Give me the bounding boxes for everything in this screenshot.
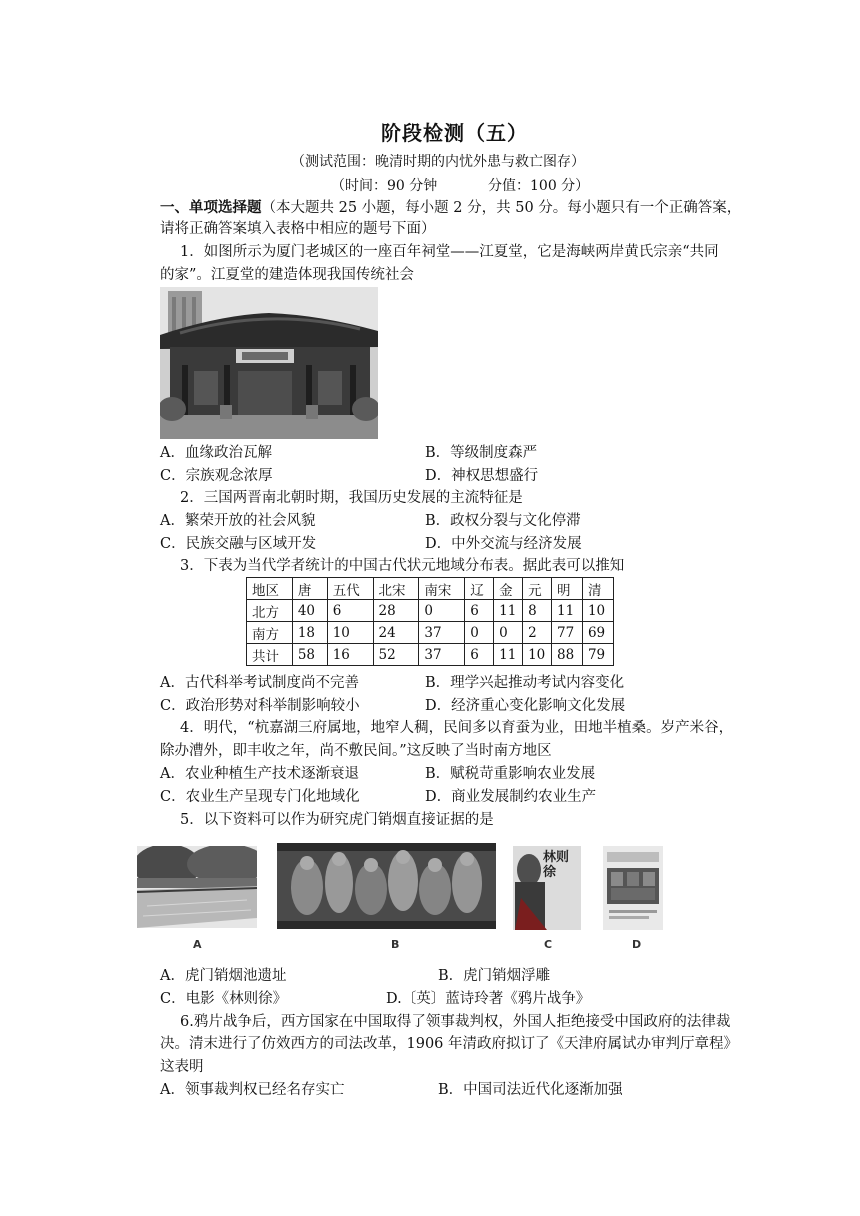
- q6-stem-line-3: 这表明: [160, 1059, 204, 1075]
- caption-a: A: [193, 938, 202, 951]
- table-cell: 24: [373, 622, 419, 644]
- table-cell: 88: [552, 644, 583, 666]
- table-cell: 37: [419, 622, 465, 644]
- caption-b: B: [391, 938, 400, 951]
- section-instruction: [160, 198, 741, 218]
- table-header-cell: 元: [523, 578, 552, 600]
- test-score: 分值：100 分）: [488, 178, 590, 194]
- q5-option-d: D.〔英〕蓝诗玲著《鸦片战争》: [386, 991, 591, 1007]
- table-row: [247, 600, 614, 622]
- table-cell: 6: [327, 600, 373, 622]
- table-cell: 16: [327, 644, 373, 666]
- q3-option-a: A．古代科举考试制度尚不完善: [160, 675, 359, 691]
- table-row: [247, 622, 614, 644]
- table-cell: 南方: [247, 622, 293, 644]
- table-cell: 8: [523, 600, 552, 622]
- q5-stem: 5．以下资料可以作为研究虎门销烟直接证据的是: [180, 812, 494, 828]
- table-header-cell: 南宋: [419, 578, 465, 600]
- table-cell: 28: [373, 600, 419, 622]
- table-header-cell: 辽: [465, 578, 494, 600]
- table-cell: 79: [582, 644, 613, 666]
- q4-stem-line-2: 除办漕外，即丰收之年，尚不敷民间。”这反映了当时南方地区: [160, 743, 552, 759]
- q1-stem-line-1: 1．如图所示为厦门老城区的一座百年祠堂——江夏堂，它是海峡两岸黄氏宗亲“共同: [180, 244, 719, 260]
- q2-stem: 2．三国两晋南北朝时期，我国历史发展的主流特征是: [180, 490, 523, 506]
- table-header-cell: 唐: [292, 578, 327, 600]
- table-cell: 10: [582, 600, 613, 622]
- q3-option-b: B．理学兴起推动考试内容变化: [425, 675, 625, 691]
- table-header-cell: 五代: [327, 578, 373, 600]
- q5-option-c: C．电影《林则徐》: [160, 991, 288, 1007]
- table-header-cell: 金: [494, 578, 523, 600]
- table-header-cell: 清: [582, 578, 613, 600]
- page-title: 阶段检测（五）: [381, 121, 528, 145]
- section-heading: 一、单项选择题: [160, 199, 262, 216]
- opium-war-book-cover: [603, 846, 663, 930]
- table-cell: 6: [465, 644, 494, 666]
- q1-option-d: D．神权思想盛行: [425, 468, 539, 484]
- table-cell: 0: [494, 622, 523, 644]
- q3-option-c: C．政治形势对科举制影响较小: [160, 698, 360, 714]
- q2-option-d: D．中外交流与经济发展: [425, 536, 582, 552]
- q4-stem-line-1: 4．明代，“杭嘉湖三府属地，地窄人稠，民间多以育蚕为业，田地半植桑。岁产米谷，: [180, 720, 734, 736]
- q2-option-b: B．政权分裂与文化停滞: [425, 513, 581, 529]
- section-instruction-line-1: （本大题共 25 小题，每小题 2 分，共 50 分。每小题只有一个正确答案，: [261, 200, 742, 216]
- table-cell: 77: [552, 622, 583, 644]
- q1-option-c: C．宗族观念浓厚: [160, 468, 273, 484]
- q4-option-a: A．农业种植生产技术逐渐衰退: [160, 766, 359, 782]
- q5-option-b: B．虎门销烟浮雕: [438, 968, 551, 984]
- table-row: [247, 644, 614, 666]
- table-cell: 2: [523, 622, 552, 644]
- q4-option-d: D．商业发展制约农业生产: [425, 789, 597, 805]
- poster-title: 林则徐: [543, 850, 570, 880]
- q6-option-b: B．中国司法近代化逐渐加强: [438, 1082, 623, 1098]
- table-cell: 北方: [247, 600, 293, 622]
- jiangxia-hall-photo: [160, 287, 378, 439]
- test-time: （时间：90 分钟: [331, 178, 438, 194]
- q4-option-c: C．农业生产呈现专门化地域化: [160, 789, 360, 805]
- lin-zexu-film-poster: [513, 846, 581, 930]
- q6-stem-line-1: 6.鸦片战争后，西方国家在中国取得了领事裁判权，外国人拒绝接受中国政府的法律裁: [180, 1014, 731, 1030]
- table-cell: 10: [327, 622, 373, 644]
- table-header-row: [247, 578, 614, 600]
- opium-pool-photo: [137, 846, 257, 928]
- table-cell: 52: [373, 644, 419, 666]
- table-header-cell: 地区: [247, 578, 293, 600]
- table-cell: 0: [419, 600, 465, 622]
- table-cell: 11: [494, 644, 523, 666]
- caption-d: D: [632, 938, 642, 951]
- table-cell: 0: [465, 622, 494, 644]
- table-cell: 共计: [247, 644, 293, 666]
- table-cell: 6: [465, 600, 494, 622]
- q3-stem: 3．下表为当代学者统计的中国古代状元地域分布表。据此表可以推知: [180, 558, 625, 574]
- table-header-cell: 北宋: [373, 578, 419, 600]
- opium-relief-photo: [277, 843, 496, 929]
- table-cell: 58: [292, 644, 327, 666]
- q3-option-d: D．经济重心变化影响文化发展: [425, 698, 626, 714]
- caption-c: C: [544, 938, 553, 951]
- q1-option-b: B．等级制度森严: [425, 445, 538, 461]
- q6-stem-line-2: 决。清末进行了仿效西方的司法改革，1906 年清政府拟订了《天津府属试办审判厅章程》: [160, 1036, 739, 1052]
- table-header-cell: 明: [552, 578, 583, 600]
- table-cell: 10: [523, 644, 552, 666]
- table-cell: 69: [582, 622, 613, 644]
- table-cell: 40: [292, 600, 327, 622]
- q6-option-a: A．领事裁判权已经名存实亡: [160, 1082, 345, 1098]
- test-scope: （测试范围：晚清时期的内忧外患与救亡图存）: [291, 154, 585, 170]
- table-cell: 18: [292, 622, 327, 644]
- q2-option-a: A．繁荣开放的社会风貌: [160, 513, 316, 529]
- q5-option-a: A．虎门销烟池遗址: [160, 968, 287, 984]
- table-cell: 11: [494, 600, 523, 622]
- table-cell: 37: [419, 644, 465, 666]
- table-cell: 11: [552, 600, 583, 622]
- scholar-distribution-table: [246, 577, 614, 666]
- q2-option-c: C．民族交融与区域开发: [160, 536, 317, 552]
- q1-stem-line-2: 的家”。江夏堂的建造体现我国传统社会: [160, 267, 414, 283]
- q4-option-b: B．赋税苛重影响农业发展: [425, 766, 596, 782]
- section-instruction-line-2: 请将正确答案填入表格中相应的题号下面）: [160, 221, 436, 237]
- q1-option-a: A．血缘政治瓦解: [160, 445, 272, 461]
